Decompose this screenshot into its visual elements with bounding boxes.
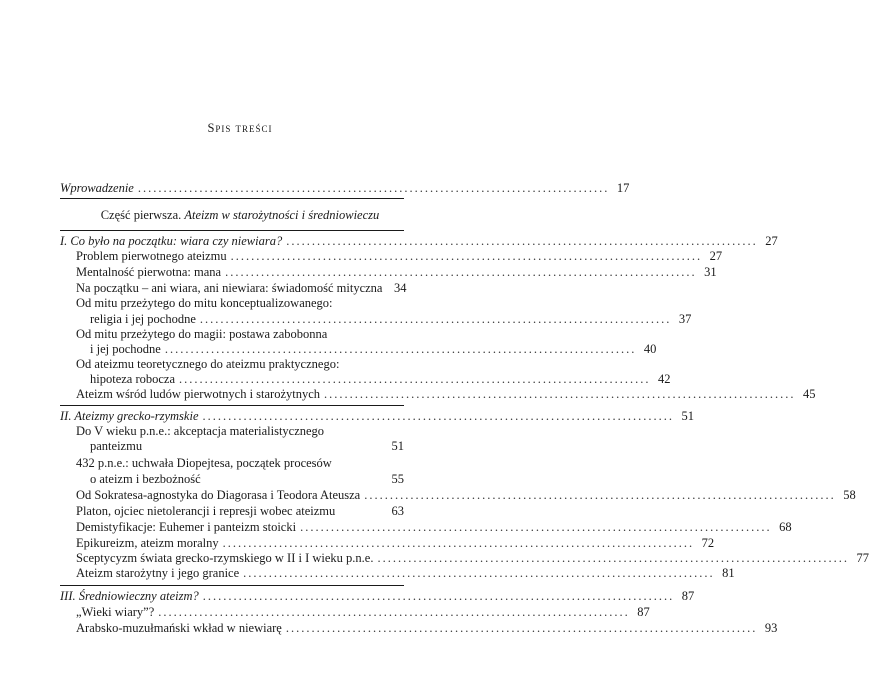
- page-title: Spis treści: [207, 121, 273, 135]
- toc-entry[interactable]: Problem pierwotnego ateizmu ............................................................................................ 27: [76, 249, 723, 263]
- toc-entry[interactable]: Demistyfikacje: Euhemer i panteizm stoicki ............................................................................................ 68: [76, 520, 792, 534]
- toc-entry[interactable]: Platon, ojciec nietolerancji i represji wobec ateizmu 63: [76, 504, 404, 518]
- toc-chapter-3[interactable]: III. Średniowieczny ateizm? ............................................................................................ 87: [60, 589, 695, 603]
- toc-chapter-1[interactable]: I. Co było na początku: wiara czy niewiara? ............................................................................................ 27: [60, 234, 778, 248]
- toc-entry[interactable]: religia i jej pochodne ............................................................................................ 37: [90, 312, 692, 326]
- toc-entry[interactable]: Od ateizmu teoretycznego do ateizmu praktycznego:: [76, 357, 340, 371]
- toc-entry[interactable]: 432 p.n.e.: uchwała Diopejtesa, początek procesów: [76, 456, 332, 470]
- toc-entry[interactable]: Ateizm wśród ludów pierwotnych i starożytnych ............................................................................................ 45: [76, 387, 816, 401]
- divider: [60, 585, 404, 586]
- toc-entry[interactable]: Ateizm starożytny i jego granice ............................................................................................ 81: [76, 566, 735, 580]
- toc-entry[interactable]: o ateizm i bezbożność 55: [90, 472, 404, 486]
- toc-entry[interactable]: Od mitu przeżytego do magii: postawa zabobonna: [76, 327, 328, 341]
- divider: [60, 405, 404, 406]
- toc-entry[interactable]: hipoteza robocza ............................................................................................ 42: [90, 372, 671, 386]
- toc-entry[interactable]: i jej pochodne ............................................................................................ 40: [90, 342, 657, 356]
- toc-entry[interactable]: Sceptycyzm świata grecko-rzymskiego w II i I wieku p.n.e. ............................................................................................ 77: [76, 551, 869, 565]
- toc-entry[interactable]: Epikureizm, ateizm moralny ............................................................................................ 72: [76, 536, 715, 550]
- divider: [60, 198, 404, 199]
- toc-entry[interactable]: „Wieki wiary”? ............................................................................................ 87: [76, 605, 650, 619]
- toc-entry[interactable]: Na początku – ani wiara, ani niewiara: świadomość mityczna 34: [76, 281, 407, 295]
- toc-entry[interactable]: Do V wieku p.n.e.: akceptacja materialistycznego: [76, 424, 325, 438]
- toc-entry-introduction[interactable]: Wprowadzenie ............................................................................................ 17: [60, 181, 630, 195]
- toc-entry[interactable]: panteizmu 51: [90, 439, 404, 453]
- toc-entry[interactable]: Mentalność pierwotna: mana ............................................................................................ 31: [76, 265, 717, 279]
- part-heading: Część pierwsza. Ateizm w starożytności i średniowieczu: [100, 208, 380, 222]
- toc-entry[interactable]: Arabsko-muzułmański wkład w niewiarę ............................................................................................ 93: [76, 621, 778, 635]
- toc-entry[interactable]: Od Sokratesa-agnostyka do Diagorasa i Teodora Ateusza ............................................................................................ 58: [76, 488, 856, 502]
- divider: [60, 230, 404, 231]
- toc-entry[interactable]: Od mitu przeżytego do mitu konceptualizowanego:: [76, 296, 333, 310]
- toc-chapter-2[interactable]: II. Ateizmy grecko-rzymskie ............................................................................................ 51: [60, 409, 694, 423]
